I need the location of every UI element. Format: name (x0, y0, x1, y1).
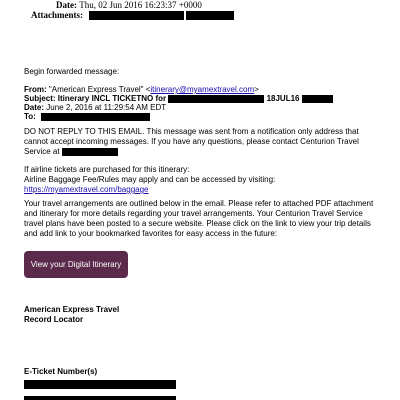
redacted-subject-tail (302, 95, 333, 103)
baggage-paragraph (24, 165, 275, 195)
view-digital-itinerary-label: View your Digital Itinerary (30, 260, 122, 269)
notice-line-2: cannot accept incoming messages. If you have any questions, please contact Centurion Travel (24, 137, 359, 146)
header-date-value: Thu, 02 Jun 2016 16:23:37 +0000 (79, 0, 202, 10)
header-attachments-label: Attachments: (31, 10, 83, 20)
redacted-subject-name (168, 95, 264, 103)
eticket-heading: E-Ticket Number(s) (24, 367, 98, 376)
header-attachments-row (31, 10, 234, 20)
subject-text: Itinerary INCL TICKETNO for (57, 94, 167, 103)
record-line-1: American Express Travel (24, 305, 120, 314)
forwarded-intro: Begin forwarded message: (24, 67, 120, 76)
baggage-line-1: If airline tickets are purchased for this itinerary: (24, 165, 190, 174)
arrangements-paragraph (24, 199, 373, 239)
header-date-label: Date: (56, 0, 77, 10)
baggage-link[interactable]: https://myamextravel.com/baggage (24, 185, 149, 194)
arrangements-line-3: travel plans have been posted to a secure website. Please click on the link to view your trip details (24, 219, 371, 228)
arrangements-line-2: and itinerary for more details regarding your travel arrangements. Your Centurion Travel Service (24, 209, 363, 218)
redacted-ticket-2 (24, 396, 176, 400)
arrangements-line-1: Your travel arrangements are outlined below in the email. Please refer to attached PDF attachment (24, 199, 374, 208)
record-line-2: Record Locator (24, 315, 84, 324)
redacted-to-address (41, 113, 150, 121)
redacted-attachment-ext (186, 11, 234, 20)
subject-label: Subject: (24, 94, 56, 103)
to-label: To: (24, 112, 36, 121)
record-locator-block (24, 305, 119, 325)
from-label: From: (24, 85, 47, 94)
from-email-link[interactable]: itinerary@myamextravel.com (150, 85, 255, 94)
date-value: June 2, 2016 at 11:29:54 AM EDT (46, 103, 167, 112)
to-row (24, 112, 150, 122)
notice-line-3: Service at (24, 147, 60, 156)
header-date-row (56, 0, 202, 10)
from-close: > (254, 85, 259, 94)
view-digital-itinerary-button[interactable] (24, 251, 128, 278)
notice-line-1: DO NOT REPLY TO THIS EMAIL. This message was sent from a notification only address that (24, 127, 359, 136)
notice-paragraph (24, 127, 359, 157)
redacted-ticket-1 (24, 380, 176, 389)
date-label: Date: (24, 103, 45, 112)
subject-date: 18JUL16 (266, 94, 300, 103)
baggage-line-2: Airline Baggage Fee/Rules may apply and can be accessed by visiting: (24, 175, 276, 184)
notice-line-3-row (24, 147, 359, 157)
arrangements-line-4: and add link to your bookmarked favorites for easy access in the future: (24, 229, 278, 238)
redacted-attachment-name (89, 11, 184, 20)
redacted-phone (62, 148, 118, 156)
from-name: "American Express Travel" < (48, 85, 151, 94)
